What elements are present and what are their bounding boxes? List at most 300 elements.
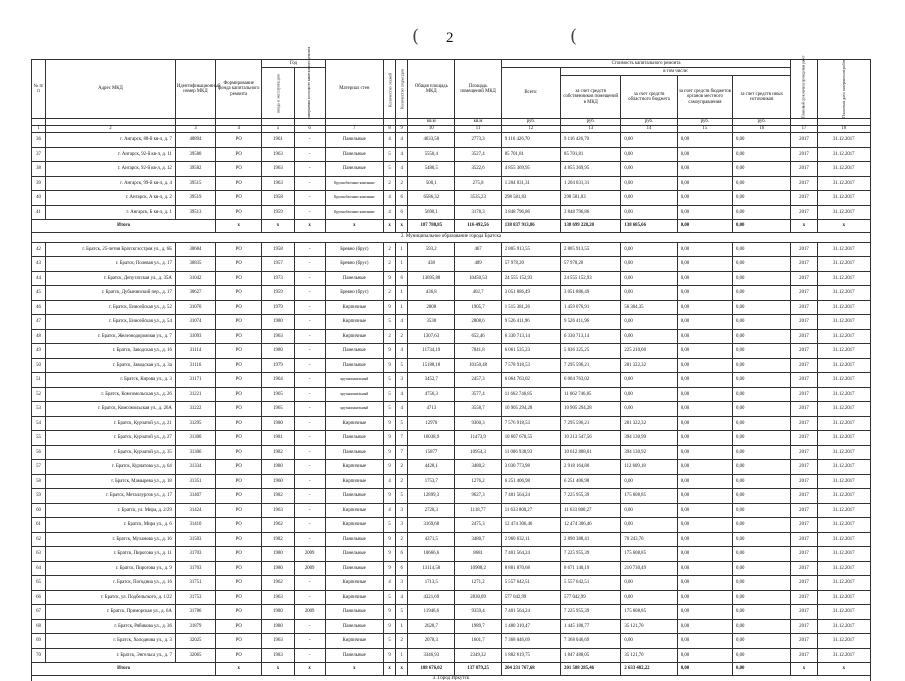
table-cell: 2078,3 (408, 634, 455, 649)
table-row (32, 286, 871, 301)
table-cell: 39 (32, 176, 46, 191)
table-cell: г. Братск, Металлургов ул., д. 17 (46, 489, 176, 504)
header-unit-cell: руб. (621, 119, 677, 126)
table-cell: 7 401 564,24 (501, 547, 560, 562)
table-cell: 1 (396, 242, 408, 257)
table-cell: 7 401 564,24 (501, 605, 560, 620)
table-cell: г. Братск, Кирова ул., д. 3 (46, 373, 176, 388)
table-cell: Кирпичные (325, 576, 383, 591)
table-cell: - (294, 518, 325, 533)
table-cell: 31751 (175, 576, 215, 591)
header-column-number: 14 (621, 126, 677, 133)
table-cell: - (294, 619, 325, 634)
table-cell: 8681 (455, 547, 501, 562)
total-cell: 0,00 (733, 220, 791, 233)
table-cell: 9 (384, 344, 396, 359)
table-cell: 2017 (791, 358, 817, 373)
table-cell: г. Братск, Мамырева ул., д. 18 (46, 474, 176, 489)
total-cell: х (817, 663, 870, 676)
table-cell: 0,00 (621, 147, 677, 162)
table-cell: 2017 (791, 605, 817, 620)
table-cell: 4 (396, 387, 408, 402)
table-row (32, 605, 871, 620)
header-unit-cell (791, 119, 817, 126)
header-unit-cell (32, 119, 46, 126)
table-cell: 6 330 713,14 (561, 329, 621, 344)
table-cell: 0,00 (677, 176, 732, 191)
table-cell: 5 557 642,51 (501, 576, 560, 591)
table-cell: 652,46 (455, 329, 501, 344)
table-cell: 1 459 076,91 (561, 300, 621, 315)
total-cell: 201 588 285,46 (561, 663, 621, 676)
table-cell: 2017 (791, 147, 817, 162)
header-numbers-row (32, 126, 871, 133)
table-cell: РО (216, 387, 262, 402)
table-cell: 0,00 (733, 416, 791, 431)
table-cell: 2017 (791, 619, 817, 634)
table-cell: 0,00 (677, 242, 732, 257)
total-cell: х (791, 220, 817, 233)
table-cell: - (294, 242, 325, 257)
table-cell: - (294, 344, 325, 359)
table-cell: 1963 (262, 329, 294, 344)
table-cell: РО (216, 590, 262, 605)
table-cell: 39582 (175, 162, 215, 177)
table-cell: Бревно (брус) (325, 242, 383, 257)
table-cell: 39519 (175, 191, 215, 206)
table-cell: 16038,9 (408, 431, 455, 446)
header-year-build: ввода в эксплуатацию (262, 68, 294, 119)
total-cell: 138 837 913,86 (501, 220, 560, 233)
table-cell: 6 251 406,98 (501, 474, 560, 489)
table-cell: 62 (32, 532, 46, 547)
total-cell: 204 231 767,68 (501, 663, 560, 676)
table-cell: 0,00 (733, 474, 791, 489)
total-cell: х (325, 663, 383, 676)
table-cell: 2017 (791, 518, 817, 533)
table-cell: 0,00 (733, 431, 791, 446)
table-cell: 31116 (175, 358, 215, 373)
table-cell: 0,00 (677, 300, 732, 315)
table-cell: 0,00 (677, 147, 732, 162)
table-cell: 2808,6 (455, 315, 501, 330)
table-cell: 4 (396, 133, 408, 148)
table-cell: 175 608,85 (621, 547, 677, 562)
table-cell: 31.12.2017 (817, 286, 870, 301)
table-cell: 0,00 (677, 590, 732, 605)
table-cell: 0,00 (677, 205, 732, 220)
table-cell: 394 130,99 (621, 431, 677, 446)
table-cell: 2017 (791, 431, 817, 446)
table-cell: 2 (396, 329, 408, 344)
header-id: Идентификационный номер МКД (175, 60, 215, 119)
table-cell: 0,00 (733, 329, 791, 344)
table-cell: 32025 (175, 634, 215, 649)
table-cell: 3480,2 (455, 460, 501, 475)
total-cell: х (384, 220, 396, 233)
table-cell: 1982 (262, 445, 294, 460)
table-cell: 0,00 (677, 532, 732, 547)
table-cell: Панельные (325, 147, 383, 162)
table-cell: 10954,3 (455, 445, 501, 460)
table-cell: 0,00 (677, 257, 732, 272)
header-unit-cell: руб. (501, 119, 560, 126)
table-cell: 1983 (262, 648, 294, 663)
table-cell: 0,00 (677, 387, 732, 402)
table-cell: 2017 (791, 460, 817, 475)
header-local: за счет средств бюджетов органов местного самоуправления (677, 76, 732, 119)
table-cell: 1601,7 (455, 634, 501, 649)
table-cell: 2017 (791, 489, 817, 504)
table-cell: 0,00 (733, 503, 791, 518)
table-cell: 7 225 955,39 (561, 489, 621, 504)
table-cell: 51 (32, 373, 46, 388)
table-cell: 44 (32, 271, 46, 286)
table-cell: 12970 (408, 416, 455, 431)
table-cell: 35 121,70 (621, 648, 677, 663)
table-cell: 59 (32, 489, 46, 504)
table-cell: 1 515 381,26 (501, 300, 560, 315)
table-cell: 1989,7 (455, 619, 501, 634)
table-cell: 0,00 (621, 205, 677, 220)
table-cell: 3538 (408, 315, 455, 330)
table-cell: 4 855 369,95 (561, 162, 621, 177)
table-cell: Панельные (325, 605, 383, 620)
table-cell: 31879 (175, 619, 215, 634)
table-cell: 60 (32, 503, 46, 518)
table-cell: 50 (32, 358, 46, 373)
table-cell: 3 848 796,86 (501, 205, 560, 220)
table-cell: крупнопанельный (325, 387, 383, 402)
header-column-number: 6 (294, 126, 325, 133)
table-cell: 0,00 (733, 373, 791, 388)
table-cell: 2017 (791, 205, 817, 220)
table-cell: 31.12.2017 (817, 344, 870, 359)
table-cell: 0,00 (677, 133, 732, 148)
table-cell: 2017 (791, 474, 817, 489)
table-cell: 70 243,70 (621, 532, 677, 547)
table-cell: 6586,32 (408, 191, 455, 206)
table-cell: г. Ангарск, Б кв-л, д. 1 (46, 205, 176, 220)
table-cell: 0,00 (621, 590, 677, 605)
table-cell: 577 042,99 (501, 590, 560, 605)
table-cell: 64 (32, 561, 46, 576)
table-cell: 0,00 (733, 205, 791, 220)
header-unit-cell: руб. (561, 119, 621, 126)
table-cell: 7 225 955,39 (561, 547, 621, 562)
table-cell: 281 322,32 (621, 416, 677, 431)
table-cell: 37 (32, 147, 46, 162)
table-cell: 69 (32, 634, 46, 649)
table-cell: 7841,8 (455, 344, 501, 359)
table-cell: 2 (384, 242, 396, 257)
table-cell: 593,2 (408, 242, 455, 257)
table-cell: 9359,4 (455, 605, 501, 620)
table-cell: 0,00 (677, 344, 732, 359)
table-cell: 31300 (175, 431, 215, 446)
table-cell: 31.12.2017 (817, 176, 870, 191)
table-cell: 38 (32, 162, 46, 177)
table-cell: 2 (384, 286, 396, 301)
table-cell: 0,00 (677, 648, 732, 663)
table-cell: 0,00 (677, 619, 732, 634)
table-cell: 0,00 (733, 532, 791, 547)
table-cell: 2017 (791, 387, 817, 402)
table-cell: 31334 (175, 460, 215, 475)
table-cell: 112 609,18 (621, 460, 677, 475)
table-cell: 6 330 713,14 (501, 329, 560, 344)
table-cell: 1713,5 (408, 576, 455, 591)
table-cell: 0,00 (733, 402, 791, 417)
table-cell: 2 918 164,80 (561, 460, 621, 475)
table-cell: 1963 (262, 634, 294, 649)
table-cell: 0,00 (733, 605, 791, 620)
table-cell: 31.12.2017 (817, 416, 870, 431)
table-cell: 4428,1 (408, 460, 455, 475)
table-cell: 4756,3 (408, 387, 455, 402)
table-cell: - (294, 205, 325, 220)
table-cell: 1981 (262, 431, 294, 446)
table-cell: 11 662 746,85 (561, 387, 621, 402)
table-cell: - (294, 576, 325, 591)
table-cell: 2 (384, 176, 396, 191)
table-cell: 31753 (175, 590, 215, 605)
table-cell: 4 (384, 133, 396, 148)
table-cell: РО (216, 402, 262, 417)
table-cell: РО (216, 242, 262, 257)
table-row (32, 176, 871, 191)
table-cell: РО (216, 344, 262, 359)
table-cell: 0,00 (621, 257, 677, 272)
table-cell: 4 (384, 474, 396, 489)
table-cell: 0,00 (677, 460, 732, 475)
table-cell: г. Ангарск, А кв-л, д. 2 (46, 191, 176, 206)
table-cell: 12 474 306,46 (501, 518, 560, 533)
header-year: Год (262, 60, 325, 68)
table-cell: 9 (384, 416, 396, 431)
table-cell: 7 (396, 445, 408, 460)
table-cell: Крупноблочные каменные (325, 205, 383, 220)
header-column-number: 5 (262, 126, 294, 133)
table-cell: - (294, 634, 325, 649)
table-cell: 57 (32, 460, 46, 475)
table-cell: 39513 (175, 205, 215, 220)
table-cell: 31.12.2017 (817, 147, 870, 162)
table-cell: 31.12.2017 (817, 191, 870, 206)
header-column-number: 10 (408, 126, 455, 133)
table-cell: 2 (396, 176, 408, 191)
table-cell: 10 213 547,56 (561, 431, 621, 446)
table-cell: Панельные (325, 344, 383, 359)
table-cell: 2 (384, 329, 396, 344)
table-cell: 31.12.2017 (817, 133, 870, 148)
table-cell: 0,00 (733, 300, 791, 315)
header-floors: Количество этажей (384, 60, 396, 119)
table-cell: 3 (396, 373, 408, 388)
table-row (32, 257, 871, 272)
table-cell: 46 (32, 300, 46, 315)
total-cell: х (262, 663, 294, 676)
table-cell: 5480,5 (408, 162, 455, 177)
table-cell: 31.12.2017 (817, 547, 870, 562)
table-cell: 1276,2 (455, 474, 501, 489)
table-cell: 7 (396, 431, 408, 446)
table-cell: 1979 (262, 358, 294, 373)
table-cell: 0,00 (677, 547, 732, 562)
header-column-number: 13 (561, 126, 621, 133)
header-unit-cell: кв.м (455, 119, 501, 126)
table-cell: 3558,7 (455, 402, 501, 417)
table-cell: - (294, 271, 325, 286)
table-cell: г. Братск, Рябикова ул., д. 36 (46, 619, 176, 634)
table-cell: 12899,3 (408, 489, 455, 504)
table-cell: 2017 (791, 176, 817, 191)
table-cell: 31.12.2017 (817, 648, 870, 663)
total-cell: х (384, 663, 396, 676)
table-cell: 0,00 (621, 387, 677, 402)
table-cell: г. Братск, Погодина ул., д. 16 (46, 576, 176, 591)
table-cell: 1958 (262, 242, 294, 257)
table-cell: 1 204 031,31 (501, 176, 560, 191)
table-cell: 2017 (791, 532, 817, 547)
table-cell: РО (216, 133, 262, 148)
table-cell: 32065 (175, 648, 215, 663)
table-cell: 3 051 886,49 (561, 286, 621, 301)
table-cell: 6 064 763,02 (561, 373, 621, 388)
header-column-number: 4 (216, 126, 262, 133)
header-region: за счет средств областного бюджета (621, 76, 677, 119)
table-cell: 1959 (262, 286, 294, 301)
table-cell: 1 (396, 300, 408, 315)
table-cell: 5 (384, 518, 396, 533)
table-cell: 3178,3 (455, 205, 501, 220)
table-cell: - (294, 329, 325, 344)
table-cell: 1961 (262, 133, 294, 148)
table-cell: 1965 (262, 387, 294, 402)
table-cell: 9 (384, 619, 396, 634)
table-row (32, 205, 871, 220)
table-cell: 12 474 306,46 (561, 518, 621, 533)
header-column-number: 1 (32, 126, 46, 133)
table-cell: 0,00 (677, 561, 732, 576)
table-cell: 0,00 (621, 634, 677, 649)
table-cell: г. Братск, Курчатой ул., д. 27 (46, 431, 176, 446)
table-cell: 31.12.2017 (817, 271, 870, 286)
table-cell: 2017 (791, 344, 817, 359)
table-cell: 9 (384, 271, 396, 286)
table-cell: 0,00 (733, 133, 791, 148)
table-cell: 0,00 (733, 518, 791, 533)
table-cell: 0,00 (621, 329, 677, 344)
table-cell: 1962 (262, 518, 294, 533)
total-cell: 116 492,56 (455, 220, 501, 233)
table-cell: 11 633 800,27 (561, 503, 621, 518)
table-cell: 0,00 (733, 344, 791, 359)
table-cell: 0,00 (733, 561, 791, 576)
table-cell: 175 608,85 (621, 605, 677, 620)
table-cell: 0,00 (677, 489, 732, 504)
table-cell: г. Братск, Комсомольская ул., д. 26 (46, 387, 176, 402)
table-cell: 2017 (791, 315, 817, 330)
table-cell: 0,00 (621, 373, 677, 388)
left-bracket-mark: ( (412, 26, 420, 47)
table-cell: 5 (384, 162, 396, 177)
table-cell: 3 (396, 576, 408, 591)
table-cell: 31.12.2017 (817, 329, 870, 344)
table-cell: 2 (396, 460, 408, 475)
table-cell: Кирпичные (325, 590, 383, 605)
table-cell: 402,7 (455, 286, 501, 301)
table-cell: 55 (32, 431, 46, 446)
table-cell: 31114 (175, 344, 215, 359)
table-cell: 30835 (175, 257, 215, 272)
table-cell: 7 368 046,69 (561, 634, 621, 649)
table-row (32, 416, 871, 431)
table-cell: 54 (32, 416, 46, 431)
table-cell: 10666,6 (408, 547, 455, 562)
table-cell: РО (216, 286, 262, 301)
table-cell: 58 (32, 474, 46, 489)
table-cell: 0,00 (677, 445, 732, 460)
table-cell: г. Братск, Курчатой ул., д. 21 (46, 416, 176, 431)
table-cell: 2 805 913,55 (561, 242, 621, 257)
table-cell: РО (216, 162, 262, 177)
table-cell: 31.12.2017 (817, 605, 870, 620)
table-cell: г. Братск, Комсомольская ул., д. 26А (46, 402, 176, 417)
table-cell: 2009 (294, 605, 325, 620)
table-cell: крупнопанельный (325, 373, 383, 388)
table-cell: 1963 (262, 503, 294, 518)
table-cell: 2017 (791, 648, 817, 663)
table-cell: 61 (32, 518, 46, 533)
table-cell: 31.12.2017 (817, 402, 870, 417)
table-cell: 0,00 (677, 286, 732, 301)
table-cell: г. Братск, Депутатская ул., д. 35А (46, 271, 176, 286)
table-cell: - (294, 358, 325, 373)
table-cell: РО (216, 373, 262, 388)
header-unit-cell (396, 119, 408, 126)
total-cell: 138 685,66 (621, 220, 677, 233)
total-cell: х (396, 220, 408, 233)
header-units-row (32, 119, 871, 126)
table-cell: 1 (396, 286, 408, 301)
table-cell: 7 295 596,21 (561, 416, 621, 431)
section-heading: 2. Муниципальное образование города Братска (32, 232, 871, 242)
table-cell: 1 882 619,75 (501, 648, 560, 663)
table-cell: РО (216, 176, 262, 191)
table-cell: 1962 (262, 576, 294, 591)
table-cell: РО (216, 205, 262, 220)
table-cell: - (294, 416, 325, 431)
table-cell: 57 978,20 (561, 257, 621, 272)
total-cell: х (294, 220, 325, 233)
header-unit-cell (262, 119, 294, 126)
table-row (32, 445, 871, 460)
table-cell: 4713 (408, 402, 455, 417)
table-cell: 0,00 (733, 576, 791, 591)
table-cell: 4 (384, 191, 396, 206)
table-cell: 1960 (262, 474, 294, 489)
table-cell: 0,00 (733, 271, 791, 286)
table-cell: 35 121,70 (621, 619, 677, 634)
table-cell: 31.12.2017 (817, 474, 870, 489)
table-row (32, 460, 871, 475)
table-cell: 1980 (262, 315, 294, 330)
table-cell: 2017 (791, 503, 817, 518)
table-cell: 70 (32, 648, 46, 663)
table-cell: 9 (384, 460, 396, 475)
table-cell: 1 (396, 619, 408, 634)
